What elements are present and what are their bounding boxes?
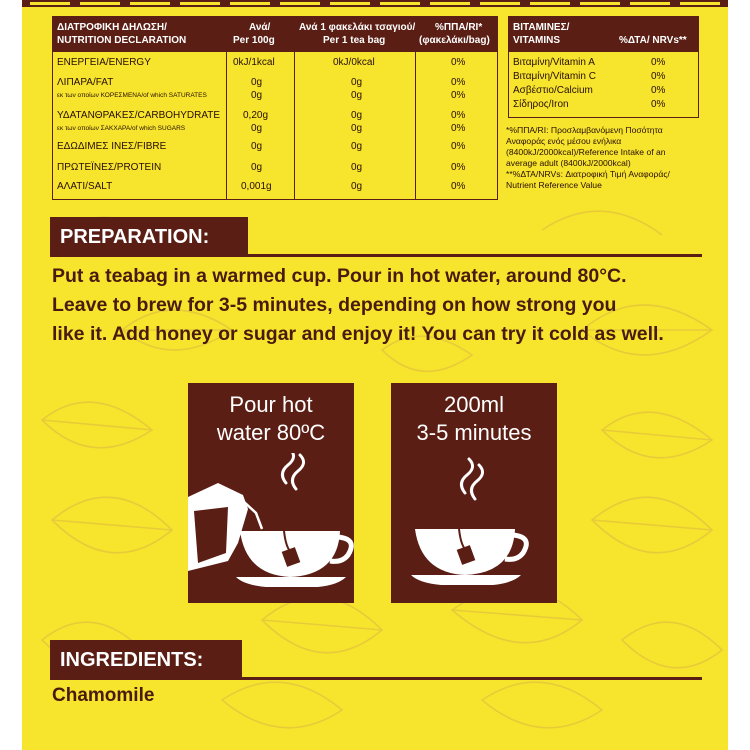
row-ri: 0% (451, 141, 466, 152)
row-ri: 0% (451, 181, 466, 192)
vitamin-name: Ασβέστιο/Calcium (513, 85, 593, 96)
vitamins-table-header (509, 17, 698, 52)
nutrition-table-header (53, 17, 497, 52)
vitamins-header-nrv: %ΔΤΑ/ NRVs** (619, 35, 687, 46)
package-panel (22, 0, 728, 750)
ingredients-heading: INGREDIENTS: (50, 640, 242, 680)
preparation-heading: PREPARATION: (50, 217, 248, 257)
row-ri: 0% (451, 110, 466, 121)
row-ri: 0% (451, 57, 466, 68)
row-per100: 0g (251, 123, 263, 134)
row-per100: 0kJ/1kcal (233, 57, 275, 68)
footnote-line: Nutrient Reference Value (506, 180, 602, 190)
footnote-line: average adult (8400kJ/2000kcal) (506, 158, 631, 168)
row-name: ΛΙΠΑΡΑ/FAT (57, 77, 114, 88)
row-perbag: 0g (351, 181, 363, 192)
preparation-line: like it. Add honey or sugar and enjoy it! You can try it cold as well. (52, 323, 664, 345)
row-perbag: 0g (351, 77, 363, 88)
vitamin-nrv: 0% (651, 99, 666, 110)
vitamins-table (508, 16, 699, 118)
card-line-1: 200ml (444, 392, 504, 417)
section-divider (248, 254, 702, 257)
row-name: ΥΔΑΤΑΝΘΡΑΚΕΣ/CARBOHYDRATE (57, 110, 221, 121)
row-ri: 0% (451, 162, 466, 173)
header-ri-greek: %ΠΠΑ/RI* (435, 22, 483, 33)
header-per100-english: Per 100g (233, 35, 275, 46)
row-per100: 0,001g (241, 181, 272, 192)
vitamin-nrv: 0% (651, 71, 666, 82)
footnote-line: **%ΔΤΑ/NRVs: Διατροφική Τιμή Αναφοράς/ (506, 169, 670, 179)
vitamin-name: Βιταμίνη/Vitamin A (513, 57, 595, 68)
row-per100: 0g (251, 77, 263, 88)
vitamin-name: Βιταμίνη/Vitamin C (513, 71, 596, 82)
preparation-line: Leave to brew for 3-5 minutes, depending on how strong you (52, 294, 617, 316)
row-name: ΕΔΩΔΙΜΕΣ ΙΝΕΣ/FIBRE (57, 141, 167, 152)
preparation-line: Put a teabag in a warmed cup. Pour in hot water, around 80°C. (52, 265, 627, 287)
row-perbag: 0kJ/0kcal (333, 57, 375, 68)
column-divider (415, 17, 416, 199)
top-decorative-strip (22, 0, 728, 7)
vitamins-header-greek: ΒΙΤΑΜΙΝΕΣ/ (513, 22, 570, 33)
card-line-1: Pour hot (229, 392, 313, 417)
row-name: ΠΡΩΤΕΪΝΕΣ/PROTEIN (57, 162, 162, 173)
row-name: ΑΛΑΤΙ/SALT (57, 181, 113, 192)
card-line-2: 3-5 minutes (416, 420, 532, 445)
nutrition-table (52, 16, 498, 200)
steaming-teacup-icon (391, 453, 557, 603)
row-per100: 0g (251, 90, 263, 101)
row-ri: 0% (451, 77, 466, 88)
row-perbag: 0g (351, 123, 363, 134)
header-per100-greek: Ανά/ (249, 22, 271, 33)
row-perbag: 0g (351, 110, 363, 121)
row-perbag: 0g (351, 141, 363, 152)
row-name: εκ των οποίων ΣΑΚΧΑΡΑ/of which SUGARS (57, 125, 186, 132)
brew-time-card (391, 383, 557, 603)
row-ri: 0% (451, 90, 466, 101)
row-perbag: 0g (351, 90, 363, 101)
header-perbag-greek: Ανά 1 φακελάκι τσαγιού/ (299, 22, 416, 33)
header-perbag-english: Per 1 tea bag (323, 35, 386, 46)
vitamin-nrv: 0% (651, 57, 666, 68)
row-ri: 0% (451, 123, 466, 134)
vitamin-nrv: 0% (651, 85, 666, 96)
vitamin-name: Σίδηρος/Iron (513, 99, 569, 110)
row-per100: 0g (251, 162, 263, 173)
header-declaration-greek: ΔΙΑΤΡΟΦΙΚΗ ΔΗΛΩΣΗ/ (57, 22, 167, 33)
row-perbag: 0g (351, 162, 363, 173)
footnote-line: Αναφοράς ενός μέσου ενήλικα (506, 136, 622, 146)
row-name: ΕΝΕΡΓΕΙΑ/ENERGY (57, 57, 151, 68)
pour-water-card (188, 383, 354, 603)
footnote-line: (8400kJ/2000kcal)/Reference Intake of an (506, 147, 666, 157)
ingredients-text: Chamomile (52, 685, 155, 706)
footnote-line: *%ΠΠΑ/RI: Προσλαμβανόμενη Ποσότητα (506, 125, 663, 135)
header-ri-english: (φακελάκι/bag) (419, 35, 490, 46)
column-divider (294, 17, 295, 199)
header-declaration-english: NUTRITION DECLARATION (57, 35, 187, 46)
card-line-2: water 80ºC (216, 420, 326, 445)
kettle-pouring-into-cup-icon (188, 453, 354, 603)
row-name: εκ των οποίων ΚΟΡΕΣΜΕΝΑ/of which SATURATES (57, 92, 207, 99)
preparation-text (52, 262, 722, 349)
section-divider (242, 677, 702, 680)
vitamins-header-english: VITAMINS (513, 35, 561, 46)
footnotes (506, 125, 706, 191)
row-per100: 0g (251, 141, 263, 152)
row-per100: 0,20g (243, 110, 269, 121)
column-divider (226, 17, 227, 199)
